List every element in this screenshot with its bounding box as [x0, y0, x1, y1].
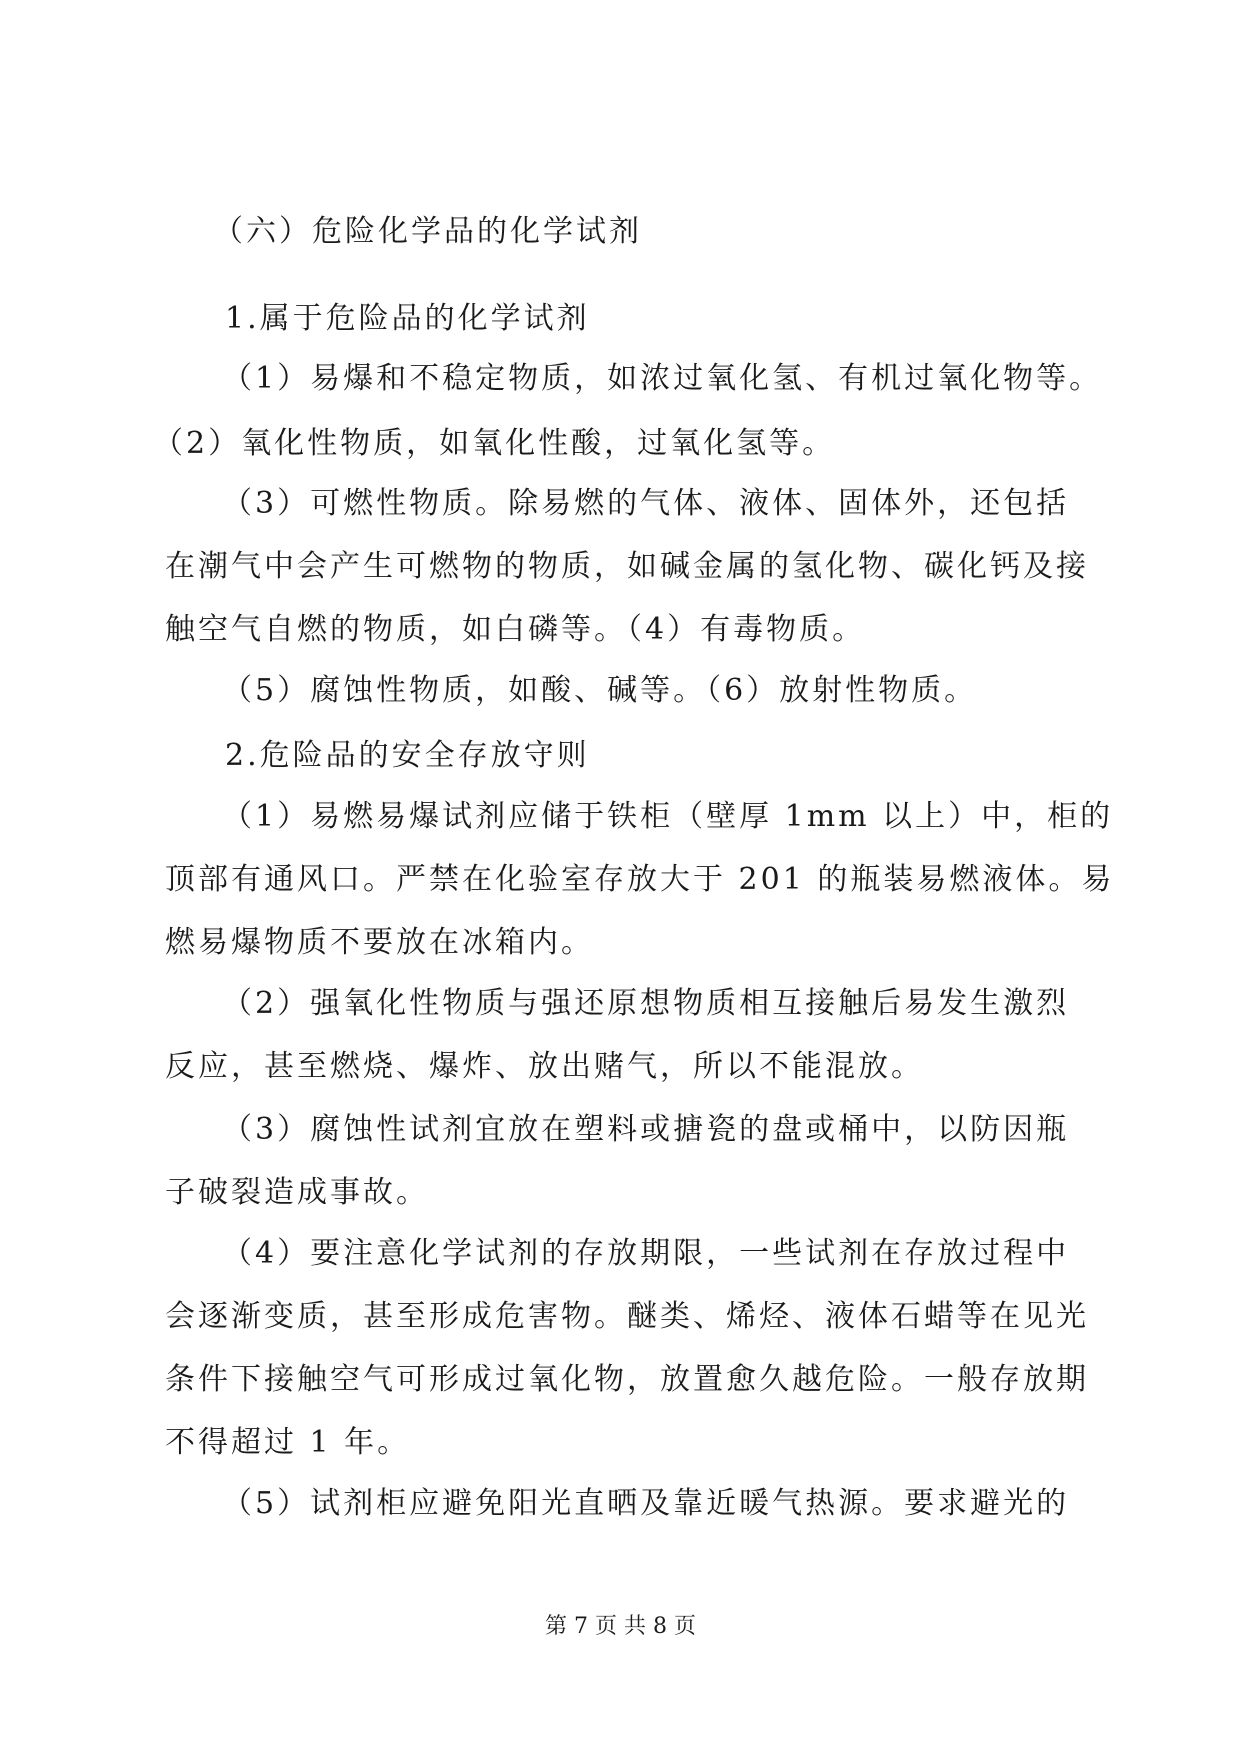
paragraph-line: 子破裂造成事故。 — [165, 1175, 429, 1210]
paragraph-line: 条件下接触空气可形成过氧化物，放置愈久越危险。一般存放期 — [165, 1362, 1089, 1397]
paragraph-line: （1）易燃易爆试剂应储于铁柜（壁厚 1mm 以上）中，柜的 — [222, 799, 1114, 834]
paragraph-line: 会逐渐变质，甚至形成危害物。醚类、烯烃、液体石蜡等在见光 — [165, 1299, 1089, 1334]
paragraph-line: （5）腐蚀性物质，如酸、碱等。（6）放射性物质。 — [222, 673, 978, 708]
paragraph-line: 反应，甚至燃烧、爆炸、放出赌气，所以不能混放。 — [165, 1049, 924, 1084]
paragraph-line: （3）可燃性物质。除易燃的气体、液体、固体外，还包括 — [222, 486, 1070, 521]
paragraph-line: 顶部有通风口。严禁在化验室存放大于 201 的瓶装易燃液体。易 — [165, 862, 1115, 897]
paragraph-line: （4）要注意化学试剂的存放期限，一些试剂在存放过程中 — [222, 1236, 1070, 1271]
paragraph-line: （3）腐蚀性试剂宜放在塑料或搪瓷的盘或桶中，以防因瓶 — [222, 1112, 1070, 1147]
subsection-heading: 2.危险品的安全存放守则 — [225, 738, 590, 773]
paragraph-line: 触空气自燃的物质，如白磷等。（4）有毒物质。 — [165, 612, 866, 647]
paragraph-line: 不得超过 1 年。 — [165, 1425, 411, 1460]
paragraph-line: 在潮气中会产生可燃物的物质，如碱金属的氢化物、碳化钙及接 — [165, 549, 1089, 584]
paragraph-line: （2）强氧化性物质与强还原想物质相互接触后易发生激烈 — [222, 986, 1070, 1021]
paragraph-line: （1）易爆和不稳定物质，如浓过氧化氢、有机过氧化物等。 — [222, 361, 1103, 396]
paragraph-line: （2）氧化性物质，如氧化性酸，过氧化氢等。 — [153, 426, 836, 461]
section-heading: （六）危险化学品的化学试剂 — [213, 214, 642, 249]
subsection-heading: 1.属于危险品的化学试剂 — [225, 301, 590, 336]
paragraph-line: （5）试剂柜应避免阳光直晒及靠近暖气热源。要求避光的 — [222, 1486, 1070, 1521]
paragraph-line: 燃易爆物质不要放在冰箱内。 — [165, 925, 594, 960]
page-number-footer: 第 7 页 共 8 页 — [545, 1614, 696, 1639]
